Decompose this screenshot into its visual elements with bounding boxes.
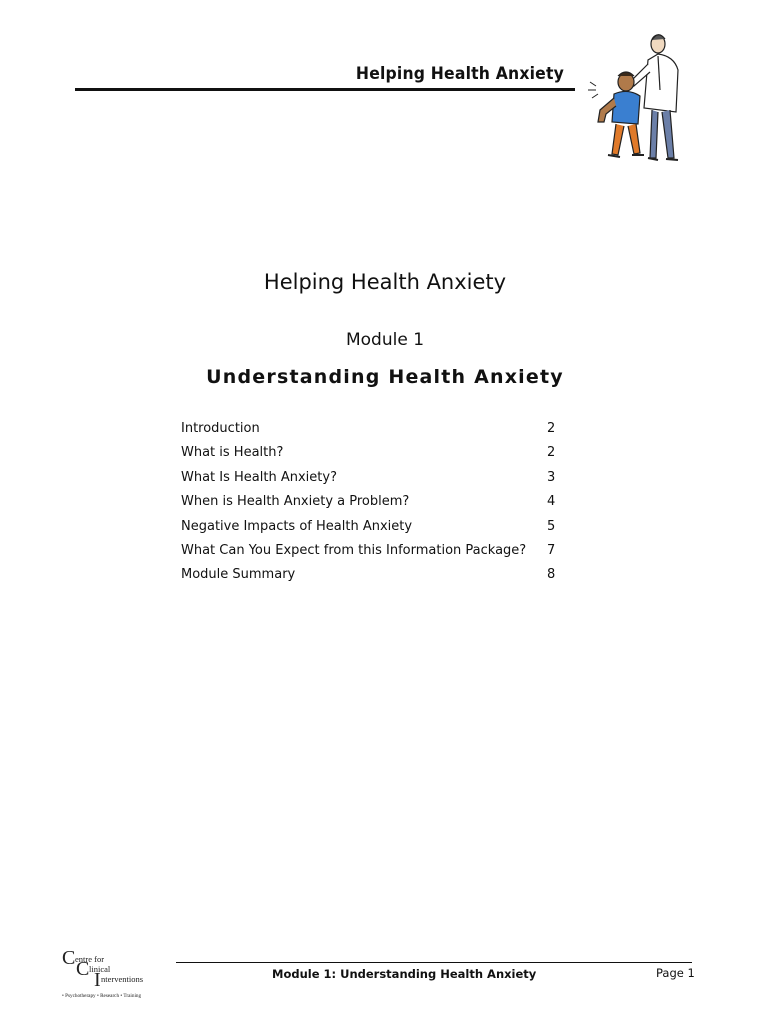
toc-entry-title: Module Summary — [181, 567, 296, 583]
logo-line1: entre for — [75, 954, 105, 964]
logo-line2: linical — [89, 964, 111, 974]
toc-entry-page: 4 — [547, 494, 556, 510]
toc-entry-page: 3 — [547, 469, 556, 485]
toc-entry-page: 2 — [547, 445, 556, 461]
toc-entry-title: What Can You Expect from this Information Package? — [181, 542, 527, 558]
toc-entry-page: 5 — [547, 518, 556, 534]
svg-text:C: C — [76, 958, 90, 980]
doctor-patient-illustration — [588, 30, 698, 165]
module-heading: Understanding Health Anxiety — [206, 366, 564, 388]
footer-module-text: Module 1: Understanding Health Anxiety — [272, 967, 537, 981]
svg-text:I: I — [94, 969, 101, 991]
table-of-contents — [181, 421, 561, 592]
logo-tagline: • Psychotherapy • Research • Training — [62, 993, 142, 999]
toc-entry-title: What is Health? — [181, 445, 284, 461]
module-label: Module 1 — [345, 330, 425, 350]
toc-entry-title: When is Health Anxiety a Problem? — [181, 494, 410, 510]
toc-entry[interactable] — [181, 567, 561, 591]
toc-entry-page: 8 — [547, 567, 556, 583]
toc-entry-title: Negative Impacts of Health Anxiety — [181, 518, 413, 534]
toc-entry-page: 7 — [547, 542, 556, 558]
svg-text:C: C — [62, 948, 76, 969]
toc-entry[interactable] — [181, 494, 561, 518]
toc-entry-title: Introduction — [181, 421, 260, 436]
toc-entry-page: 2 — [547, 421, 556, 436]
toc-entry[interactable] — [181, 519, 561, 543]
document-title: Helping Health Anxiety — [263, 270, 507, 294]
header-title: Helping Health Anxiety — [355, 64, 564, 84]
toc-entry[interactable] — [181, 543, 561, 567]
header-rule — [75, 88, 575, 91]
cci-logo — [62, 948, 182, 1000]
toc-entry[interactable] — [181, 445, 561, 469]
footer-page-number: Page 1 — [656, 966, 695, 980]
toc-entry-title: What Is Health Anxiety? — [181, 469, 337, 485]
logo-line3: nterventions — [101, 974, 144, 984]
toc-entry[interactable] — [181, 470, 561, 494]
toc-entry[interactable] — [181, 421, 561, 445]
footer-rule — [176, 962, 692, 963]
